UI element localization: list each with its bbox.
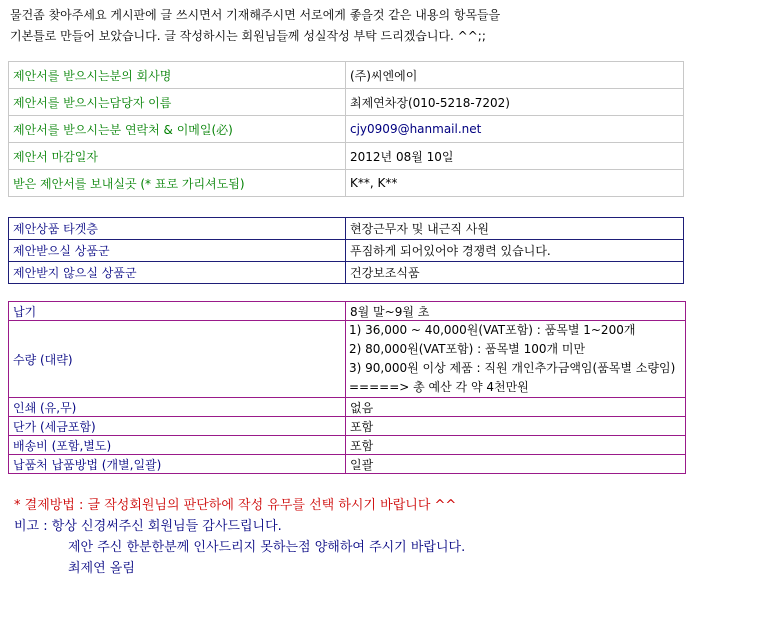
table-row	[9, 262, 684, 284]
printing-label: 인쇄 (유,무)	[9, 398, 346, 417]
contact-email-label: 제안서를 받으시는분 연락처 & 이메일(必)	[9, 116, 346, 143]
target-audience-label: 제안상품 타겟층	[9, 218, 346, 240]
unit-price-label: 단가 (세금포함)	[9, 417, 346, 436]
email-link[interactable]: cjy0909@hanmail.net	[346, 116, 684, 143]
apology-note: 제안 주신 한분한분께 인사드리지 못하는점 양해하여 주시기 바랍니다.	[68, 540, 466, 555]
delivery-method-value: 일괄	[346, 455, 686, 474]
target-audience-value: 현장근무자 및 내근직 사원	[346, 218, 684, 240]
quantity-value	[346, 321, 686, 398]
table-row	[9, 321, 686, 398]
recipient-info-table	[8, 61, 684, 197]
product-target-table	[8, 217, 684, 284]
table-row	[9, 398, 686, 417]
quantity-line-4: =====> 총 예산 각 약 4천만원	[349, 380, 529, 394]
table-row	[9, 436, 686, 455]
unit-price-value: 포함	[346, 417, 686, 436]
order-details-table	[8, 301, 686, 474]
remark: 비고 : 항상 신경써주신 회원님들 감사드립니다.	[14, 519, 282, 534]
delivery-method-label: 납품처 납품방법 (개별,일괄)	[9, 455, 346, 474]
quantity-line-2: 2) 80,000원(VAT포함) : 품목별 100개 미만	[349, 342, 586, 356]
intro-line-2: 기본틀로 만들어 보았습니다. 글 작성하시는 회원님들께 성실작성 부탁 드리겠습니다. ^^;;	[10, 29, 486, 43]
deadline-value: 2012년 08월 10일	[346, 143, 684, 170]
intro-line-1: 물건좀 찾아주세요 게시판에 글 쓰시면서 기재해주시면 서로에게 좋을것 같은 내용의 항목들을	[10, 8, 501, 22]
footer-notes	[14, 495, 465, 579]
send-to-value: K**, K**	[346, 170, 684, 197]
table-row	[9, 170, 684, 197]
company-name-value: (주)씨엔에이	[346, 62, 684, 89]
table-row	[9, 417, 686, 436]
table-row	[9, 143, 684, 170]
shipping-value: 포함	[346, 436, 686, 455]
excluded-products-label: 제안받지 않으실 상품군	[9, 262, 346, 284]
delivery-date-value: 8월 말~9월 초	[346, 302, 686, 321]
table-row	[9, 116, 684, 143]
printing-value: 없음	[346, 398, 686, 417]
send-to-label: 받은 제안서를 보내실곳 (* 표로 가리셔도됨)	[9, 170, 346, 197]
table-row	[9, 455, 686, 474]
wanted-products-label: 제안받으실 상품군	[9, 240, 346, 262]
contact-person-label: 제안서를 받으시는담당자 이름	[9, 89, 346, 116]
table-row	[9, 62, 684, 89]
intro-text	[10, 5, 500, 47]
contact-person-value: 최제연차장(010-5218-7202)	[346, 89, 684, 116]
table-row	[9, 218, 684, 240]
table-row	[9, 240, 684, 262]
signature: 최제연 올림	[68, 561, 135, 576]
table-row	[9, 89, 684, 116]
payment-note: * 결제방법 : 글 작성회원님의 판단하에 작성 유무를 선택 하시기 바랍니다 ^^	[14, 498, 457, 513]
table-row	[9, 302, 686, 321]
deadline-label: 제안서 마감일자	[9, 143, 346, 170]
quantity-label: 수량 (대략)	[9, 321, 346, 398]
company-name-label: 제안서를 받으시는분의 회사명	[9, 62, 346, 89]
wanted-products-value: 푸짐하게 되어있어야 경쟁력 있습니다.	[346, 240, 684, 262]
quantity-line-3: 3) 90,000원 이상 제품 : 직원 개인추가금액임(품목별 소량임)	[349, 361, 676, 375]
delivery-date-label: 납기	[9, 302, 346, 321]
excluded-products-value: 건강보조식품	[346, 262, 684, 284]
shipping-label: 배송비 (포함,별도)	[9, 436, 346, 455]
quantity-line-1: 1) 36,000 ~ 40,000원(VAT포함) : 품목별 1~200개	[349, 323, 636, 337]
